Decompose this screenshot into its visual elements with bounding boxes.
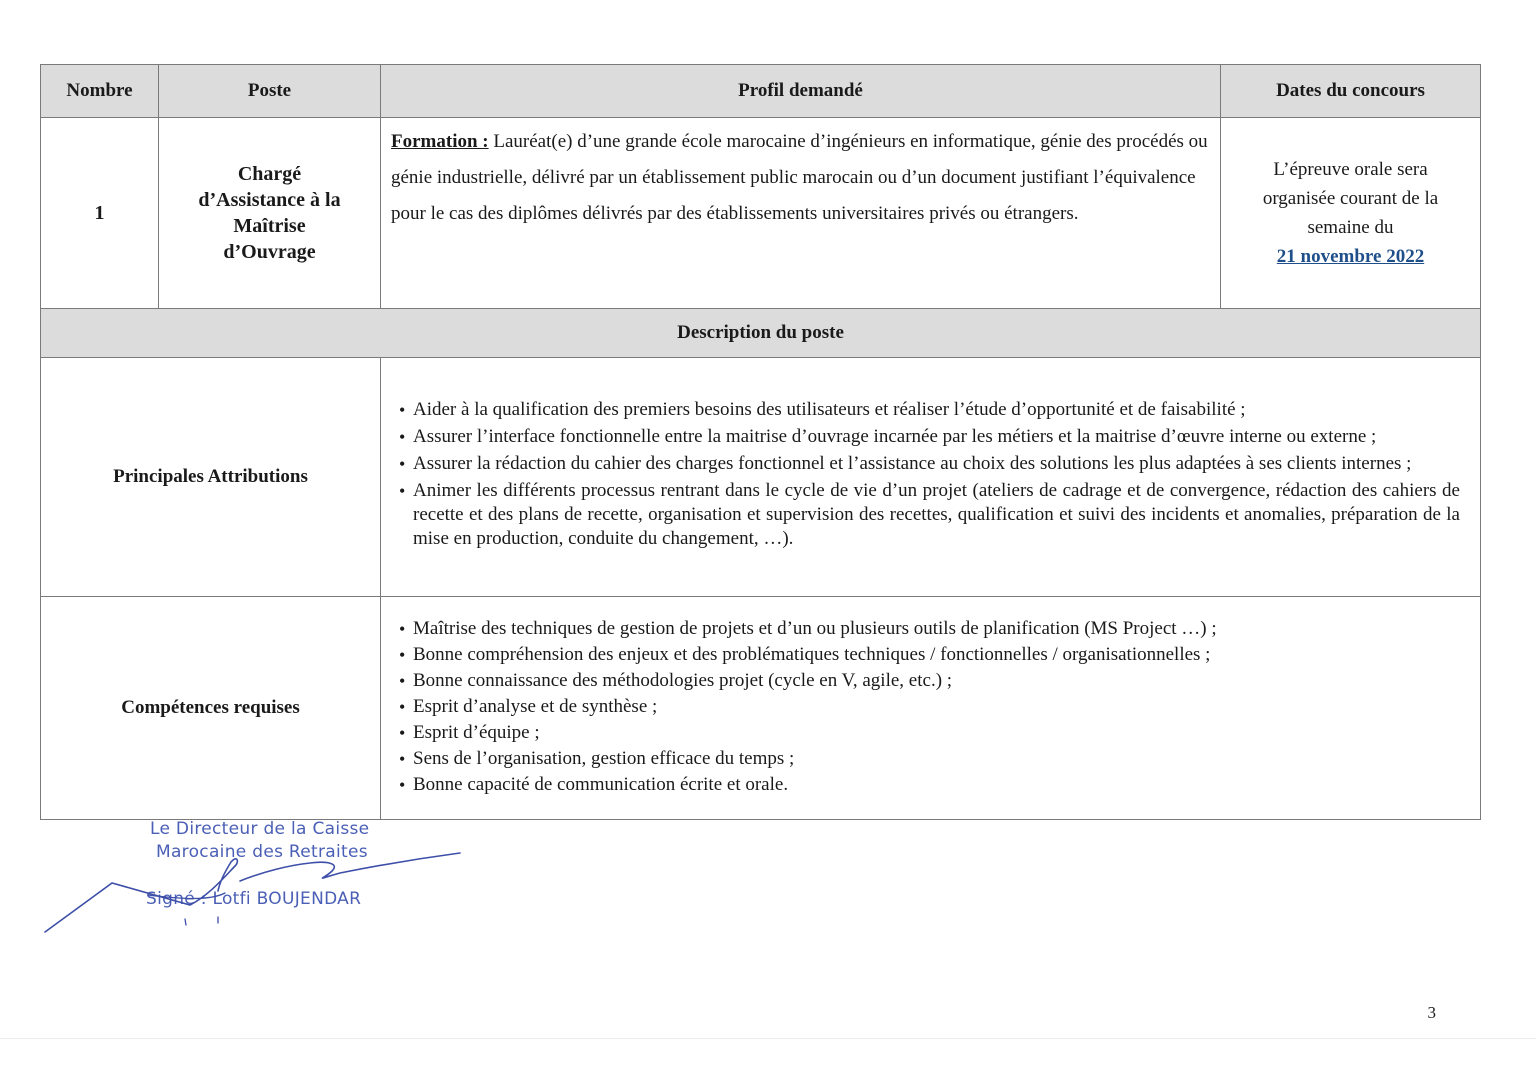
list-item: • Esprit d’équipe ; — [399, 720, 1460, 746]
header-dates: Dates du concours — [1221, 65, 1481, 118]
list-item: • Esprit d’analyse et de synthèse ; — [399, 694, 1460, 720]
list-item: • Assurer l’interface fonctionnelle entre la maitrise d’ouvrage incarnée par les métiers et la maitrise d’œuvre interne ou externe ; — [399, 425, 1460, 449]
attributions-label: Principales Attributions — [41, 358, 381, 597]
table-header-row — [41, 65, 1481, 118]
list-item: • Bonne compréhension des enjeux et des problématiques techniques / fonctionnelles / organisationnelles ; — [399, 642, 1460, 668]
header-profil: Profil demandé — [381, 65, 1221, 118]
poste-line: Chargé — [237, 163, 302, 185]
list-item: • Maîtrise des techniques de gestion de projets et d’un ou plusieurs outils de planification (MS Project …) ; — [399, 616, 1460, 642]
page-number: 3 — [1427, 1003, 1436, 1022]
list-item: • Bonne connaissance des méthodologies projet (cycle en V, agile, etc.) ; — [399, 668, 1460, 694]
job-offer-table — [40, 64, 1481, 820]
table-row — [41, 597, 1481, 820]
list-item: • Animer les différents processus rentrant dans le cycle de vie d’un projet (ateliers de cadrage et de convergence, rédaction des cahiers de recette et des plans de recette, organisation et supervision des recettes, qualification et suivi des incidents et anomalies, préparation de la mise en production, conduite du changement, …). — [399, 479, 1460, 551]
attributions-list — [399, 398, 1460, 551]
header-poste: Poste — [159, 65, 381, 118]
bottom-rule — [0, 1038, 1536, 1039]
poste-line: d’Ouvrage — [223, 241, 316, 263]
cell-nombre: 1 — [41, 118, 159, 309]
cell-profil — [381, 118, 1221, 309]
signature-line-1: Le Directeur de la Caisse — [150, 819, 370, 839]
table-row — [41, 358, 1481, 597]
list-item: • Aider à la qualification des premiers besoins des utilisateurs et réaliser l’étude d’opportunité et de faisabilité ; — [399, 398, 1460, 422]
signature-line-3: Signé : Lotfi BOUJENDAR — [146, 889, 362, 909]
list-item: • Assurer la rédaction du cahier des charges fonctionnel et l’assistance au choix des solutions les plus adaptées à ses clients internes ; — [399, 452, 1460, 476]
cell-dates — [1221, 118, 1481, 309]
dates-line: organisée courant de la — [1262, 188, 1439, 209]
attributions-cell — [381, 358, 1481, 597]
concours-date: 21 novembre 2022 — [1276, 246, 1425, 267]
signature-line-2: Marocaine des Retraites — [156, 842, 368, 862]
formation-text: Lauréat(e) d’une grande école marocaine d’ingénieurs en informatique, génie des procédés ou génie industrielle, délivré par un établissement public marocain ou d’un document justifiant l’équivalence pour le cas des diplômes délivrés par des établissements universitaires privés ou étrangers. — [391, 131, 1208, 224]
handwritten-signature-icon — [40, 815, 480, 945]
competences-label: Compétences requises — [41, 597, 381, 820]
competences-cell — [381, 597, 1481, 820]
formation-label: Formation : — [391, 131, 489, 152]
dates-line: semaine du — [1307, 217, 1394, 238]
dates-line: L’épreuve orale sera — [1273, 159, 1428, 180]
poste-line: d’Assistance à la — [198, 189, 341, 211]
poste-line: Maîtrise — [233, 215, 306, 237]
competences-list — [399, 616, 1460, 798]
signature-block — [40, 815, 480, 945]
table-row — [41, 118, 1481, 309]
description-header-row — [41, 309, 1481, 358]
cell-poste — [159, 118, 381, 309]
description-title: Description du poste — [41, 309, 1481, 358]
list-item: • Bonne capacité de communication écrite et orale. — [399, 772, 1460, 798]
header-nombre: Nombre — [41, 65, 159, 118]
list-item: • Sens de l’organisation, gestion efficace du temps ; — [399, 746, 1460, 772]
